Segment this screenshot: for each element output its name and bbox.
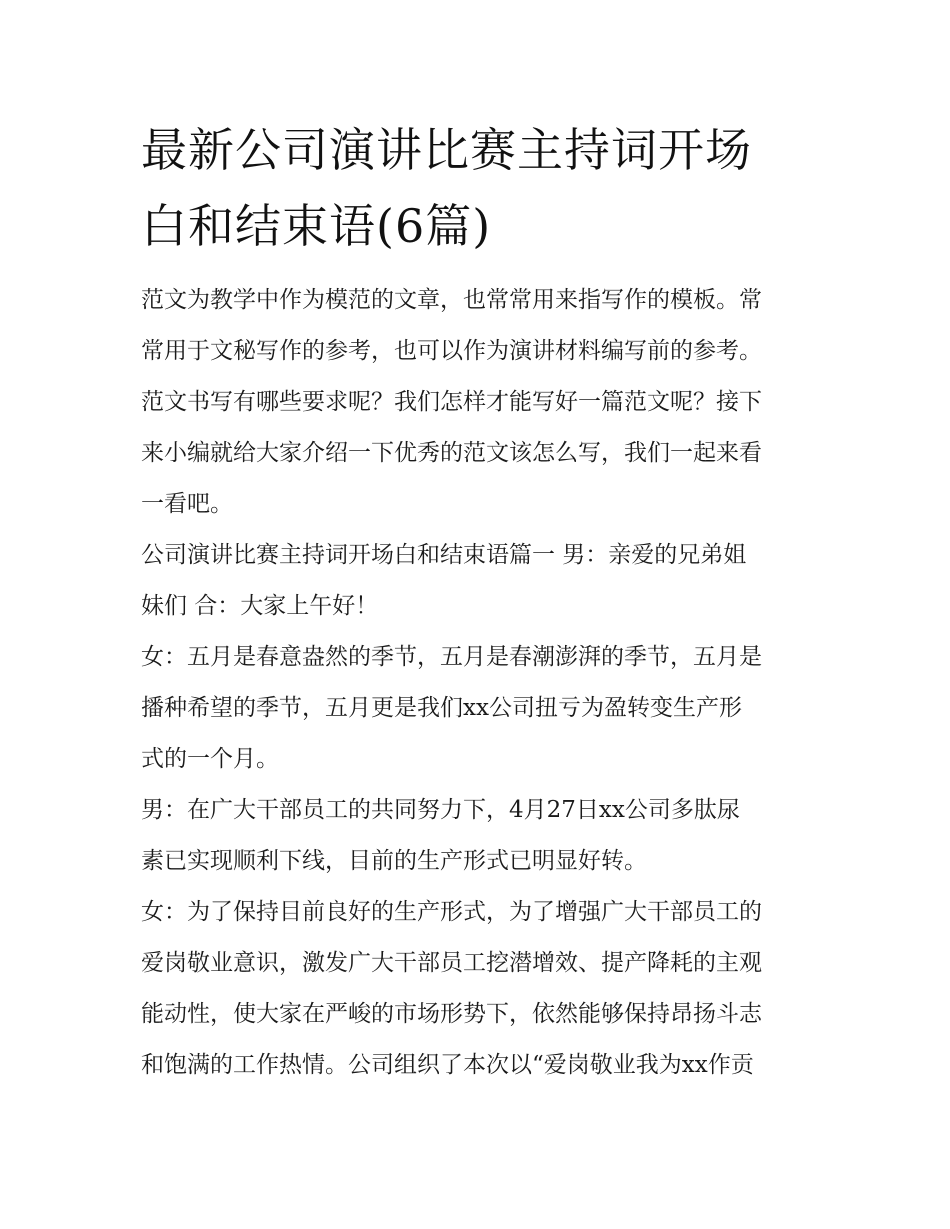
text-line: 素已实现顺利下线，目前的生产形式已明显好转。 (141, 848, 647, 874)
text-line: 式的一个月。 (141, 746, 279, 772)
text-line: 来小编就给大家介绍一下优秀的范文该怎么写，我们一起来看 (141, 440, 762, 466)
text-line: 男：在广大干部员工的共同努力下，4月27日xx公司多肽尿 (141, 797, 740, 823)
text-line: 爱岗敬业意识，激发广大干部员工挖潜增效、提产降耗的主观 (141, 950, 762, 976)
text-line: 常用于文秘写作的参考，也可以作为演讲材料编写前的参考。 (141, 338, 762, 364)
title-line-2: 白和结束语(6篇) (141, 199, 492, 253)
paragraph-female-1 (141, 632, 816, 785)
paragraph-male-1 (141, 785, 816, 887)
text-line: 一看吧。 (141, 491, 233, 517)
document-body (141, 275, 816, 1091)
text-line: 公司演讲比赛主持词开场白和结束语篇一 男：亲爱的兄弟姐 (141, 542, 747, 568)
document-title (141, 112, 831, 264)
paragraph-female-2 (141, 887, 816, 1091)
text-line: 妹们 合：大家上午好！ (141, 593, 379, 619)
text-line: 播种希望的季节，五月更是我们xx公司扭亏为盈转变生产形 (141, 695, 742, 721)
text-line: 女：五月是春意盎然的季节，五月是春潮澎湃的季节，五月是 (141, 644, 762, 670)
text-line: 范文为教学中作为模范的文章，也常常用来指写作的模板。常 (141, 287, 762, 313)
text-line: 女：为了保持目前良好的生产形式，为了增强广大干部员工的 (141, 899, 762, 925)
paragraph-opening (141, 530, 816, 632)
text-line: 能动性，使大家在严峻的市场形势下，依然能够保持昂扬斗志 (141, 1001, 762, 1027)
title-line-1: 最新公司演讲比赛主持词开场 (141, 123, 752, 177)
text-line: 和饱满的工作热情。公司组织了本次以“爱岗敬业我为xx作贡 (141, 1052, 754, 1078)
paragraph-intro (141, 275, 816, 530)
text-line: 范文书写有哪些要求呢？我们怎样才能写好一篇范文呢？接下 (141, 389, 762, 415)
